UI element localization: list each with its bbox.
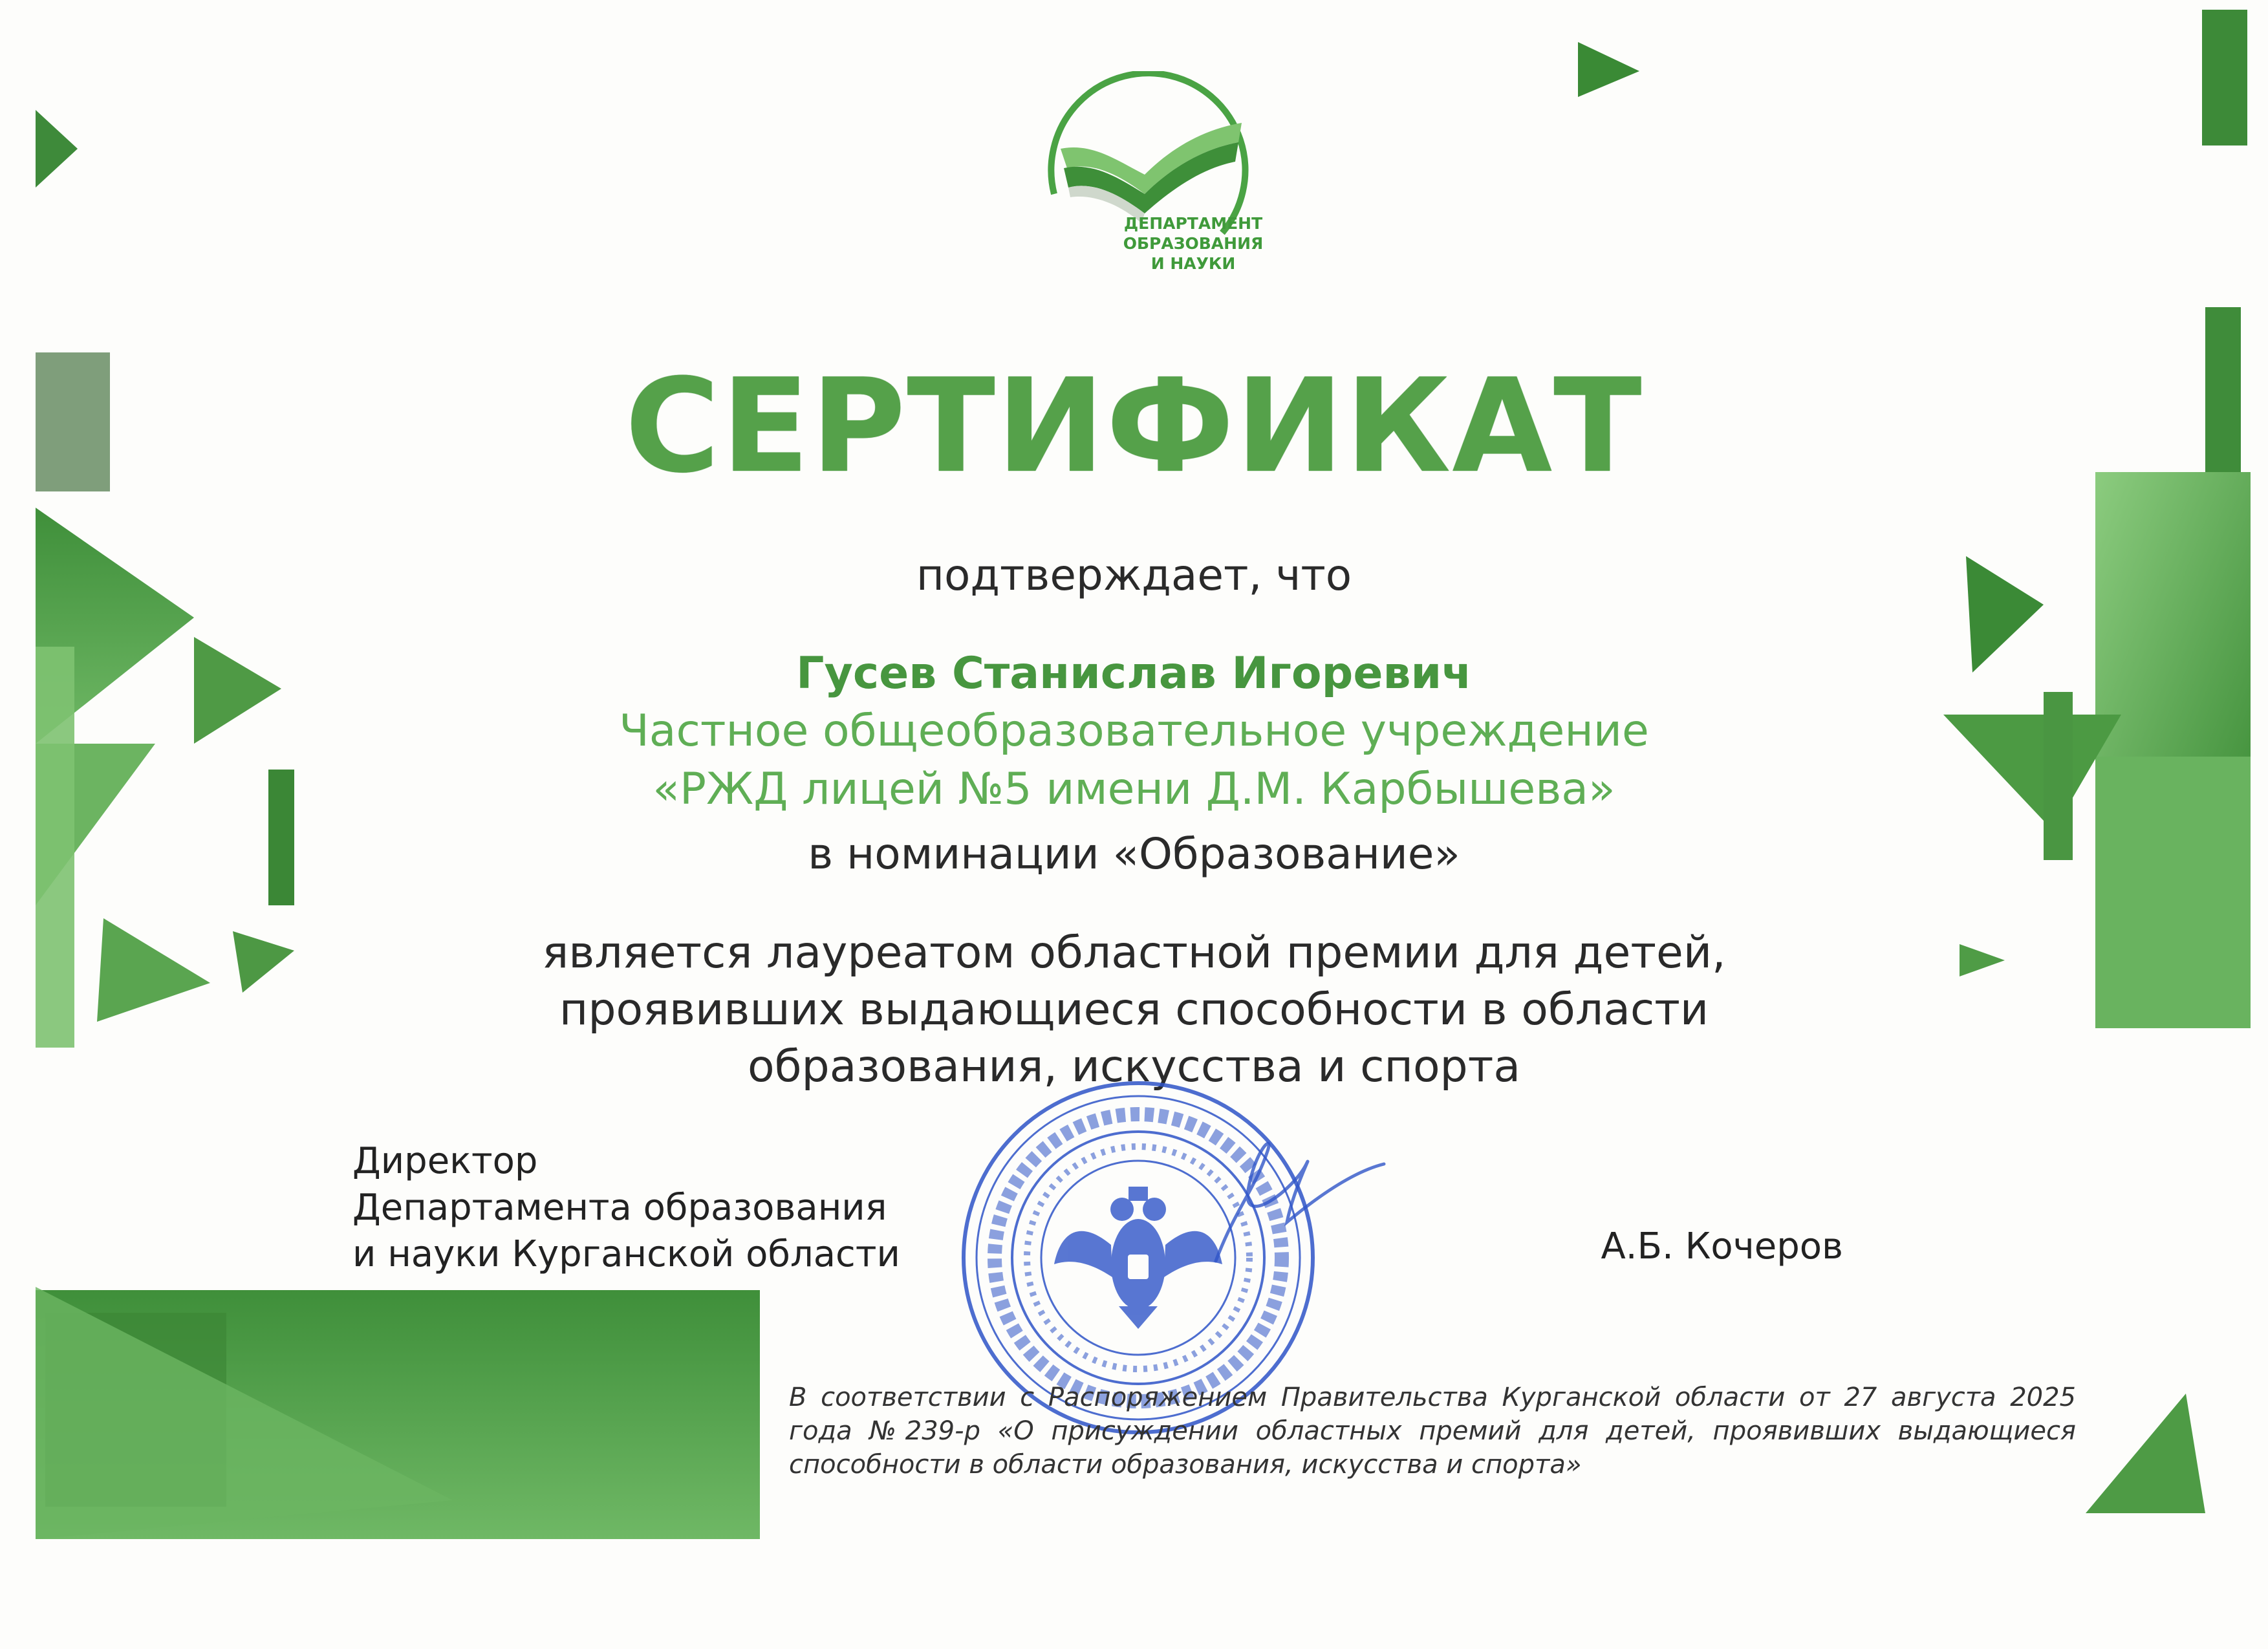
logo-caption-line: И НАУКИ <box>1150 254 1236 273</box>
position-line: и науки Курганской области <box>352 1233 900 1275</box>
nomination-text: в номинации «Образование» <box>808 829 1460 879</box>
laureate-line: является лауреатом областной премии для детей, <box>542 927 1726 978</box>
director-position <box>352 1138 934 1278</box>
recipient-name: Гусев Станислав Игоревич <box>796 648 1472 699</box>
signer-name: А.Б. Кочеров <box>1601 1225 1843 1267</box>
signature-icon <box>1196 1112 1390 1280</box>
laureate-line: образования, искусства и спорта <box>747 1041 1520 1092</box>
logo-caption <box>1096 213 1290 274</box>
logo-caption-line: ОБРАЗОВАНИЯ <box>1123 234 1264 253</box>
laureate-line: проявивших выдающиеся способности в области <box>559 984 1709 1035</box>
confirms-text: подтверждает, что <box>916 550 1352 600</box>
logo-caption-line: ДЕПАРТАМЕНТ <box>1123 214 1263 233</box>
certificate-title: СЕРТИФИКАТ <box>625 351 1643 502</box>
organization-line-1: Частное общеобразовательное учреждение <box>619 706 1649 757</box>
position-line: Директор <box>352 1140 538 1182</box>
legal-footnote: В соответствии с Распоряжением Правительства Курганской области от 27 августа 2025 года №239-р «О присуждении областных премий для детей, проявивших выдающиеся способности в области образования, искусства и спорта» <box>789 1383 2076 1480</box>
organization-line-2: «РЖД лицей №5 имени Д.М. Карбышева» <box>653 764 1615 815</box>
position-line: Департамента образования <box>352 1187 887 1229</box>
